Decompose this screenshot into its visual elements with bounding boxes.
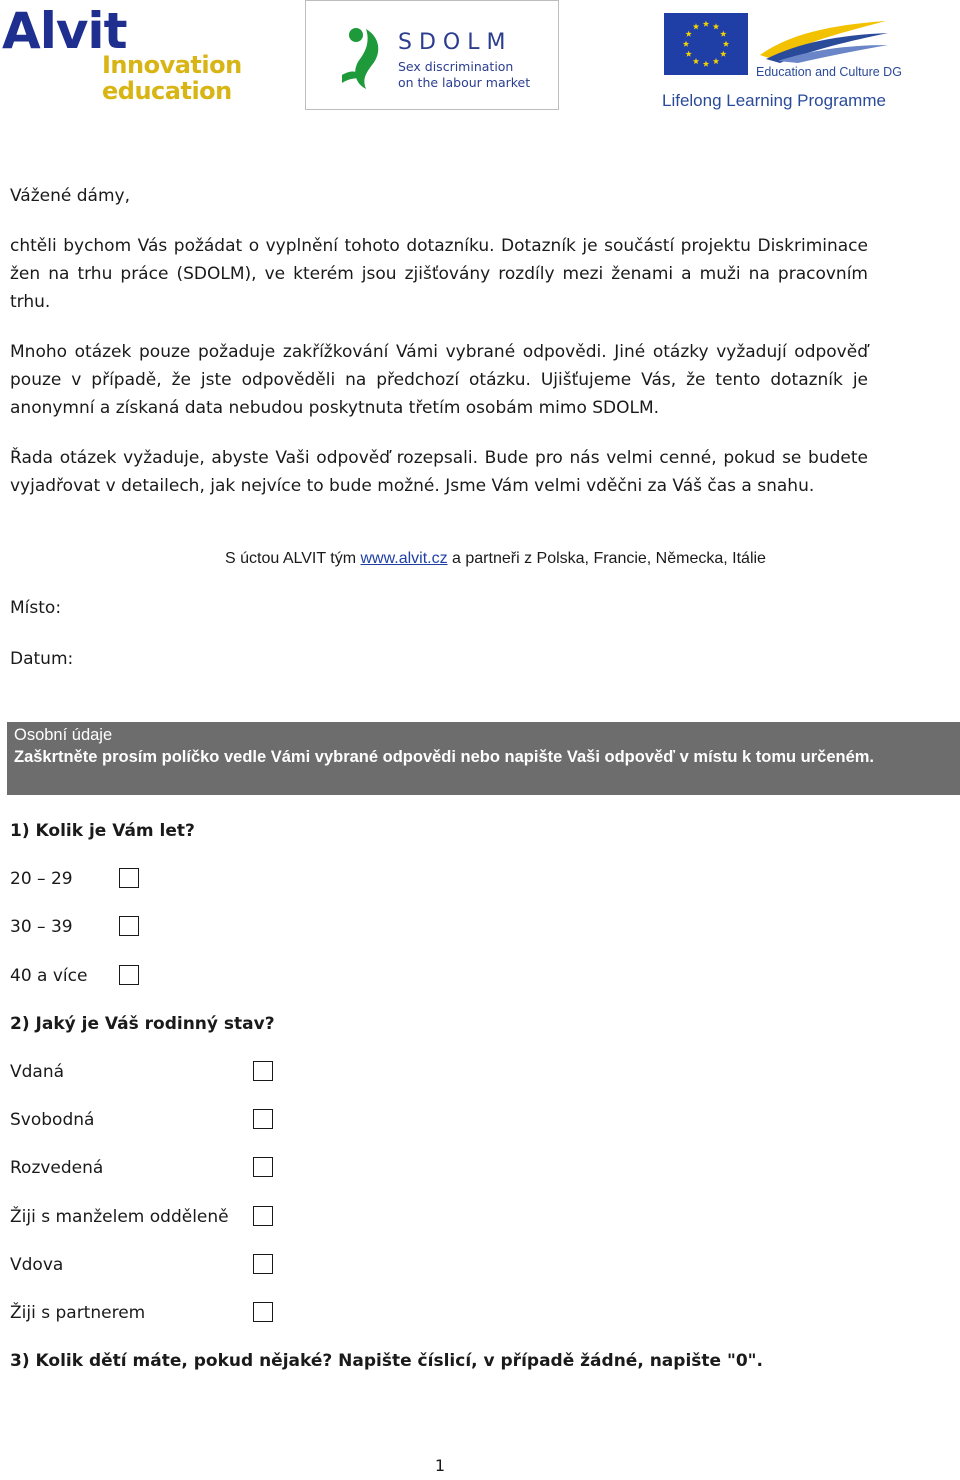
q2-option-checkbox[interactable] [253, 1061, 273, 1081]
section-banner [7, 722, 960, 795]
sdolm-subtitle-1: Sex discrimination [398, 59, 514, 74]
q1-option-checkbox[interactable] [119, 965, 139, 985]
q1-option-checkbox[interactable] [119, 868, 139, 888]
question-2: 2) Jaký je Váš rodinný stav? [10, 1014, 275, 1034]
signature-partners: a partneři z Polska, Francie, Německa, Itálie [447, 550, 766, 567]
place-field-label: Místo: [10, 598, 62, 618]
date-field-label: Datum: [10, 649, 74, 669]
question-3: 3) Kolik dětí máte, pokud nějaké? Napište číslicí, v případě žádné, napište "0". [10, 1351, 763, 1371]
alvit-logo-line1: Innovation [102, 51, 242, 79]
q2-option-label: Rozvedená [10, 1158, 104, 1178]
q2-option-label: Svobodná [10, 1110, 95, 1130]
sdolm-figure-icon [336, 23, 398, 91]
q2-option-checkbox[interactable] [253, 1157, 273, 1177]
eu-dg-label: Education and Culture DG [756, 65, 902, 79]
q2-option-checkbox[interactable] [253, 1302, 273, 1322]
section-instruction: Zaškrtněte prosím políčko vedle Vámi vybrané odpovědi nebo napište Vaši odpověď v místu k tomu určeném. [14, 748, 875, 766]
eu-programme-label: Lifelong Learning Programme [662, 91, 886, 110]
eu-swoosh-icon [758, 15, 890, 63]
q2-option-checkbox[interactable] [253, 1206, 273, 1226]
q1-option-label: 20 – 29 [10, 869, 73, 889]
sdolm-subtitle-2: on the labour market [398, 75, 531, 90]
alvit-logo-line2: education [102, 77, 232, 105]
q1-option-checkbox[interactable] [119, 916, 139, 936]
q1-option-label: 40 a více [10, 966, 88, 986]
section-title: Osobní údaje [14, 726, 113, 744]
alvit-logo-name: Alvit [2, 2, 127, 60]
question-1: 1) Kolik je Vám let? [10, 821, 195, 841]
q2-option-label: Žiji s manželem odděleně [10, 1207, 229, 1227]
q2-option-label: Žiji s partnerem [10, 1303, 146, 1323]
intro-paragraph-1: chtěli bychom Vás požádat o vyplnění tohoto dotazníku. Dotazník je součástí projektu Diskriminace žen na trhu práce (SDOLM), ve kterém jsou zjišťovány rozdíly mezi ženami a muži na pracovním trhu. [10, 236, 868, 312]
intro-paragraph-3: Řada otázek vyžaduje, abyste Vaši odpověď rozepsali. Bude pro nás velmi cenné, pokud se budete vyjadřovat v detailech, jak nejvíce to bude možné. Jsme Vám velmi vděčni za Váš čas a snahu. [10, 448, 868, 496]
page-number: 1 [434, 1456, 446, 1475]
q2-option-checkbox[interactable] [253, 1109, 273, 1129]
signature [225, 547, 766, 571]
alvit-logo [0, 2, 245, 105]
alvit-website-link[interactable]: www.alvit.cz [360, 550, 448, 567]
signature-text: S úctou ALVIT tým [225, 550, 361, 567]
greeting: Vážené dámy, [10, 186, 130, 206]
sdolm-title: SDOLM [398, 30, 513, 55]
intro-paragraph-2: Mnoho otázek pouze požaduje zakřížkování Vámi vybrané odpovědi. Jiné otázky vyžadují odpověď pouze v případě, že jste odpověděli na předchozí otázku. Ujišťujeme Vás, že tento dotazník je anonymní a získaná data nebudou poskytnuta třetím osobám mimo SDOLM. [10, 342, 868, 418]
q2-option-label: Vdaná [10, 1062, 65, 1082]
q2-option-checkbox[interactable] [253, 1254, 273, 1274]
sdolm-logo [305, 0, 559, 110]
q2-option-label: Vdova [10, 1255, 64, 1275]
q1-option-label: 30 – 39 [10, 917, 73, 937]
eu-llp-logo [660, 5, 960, 115]
eu-flag-icon [664, 13, 748, 75]
